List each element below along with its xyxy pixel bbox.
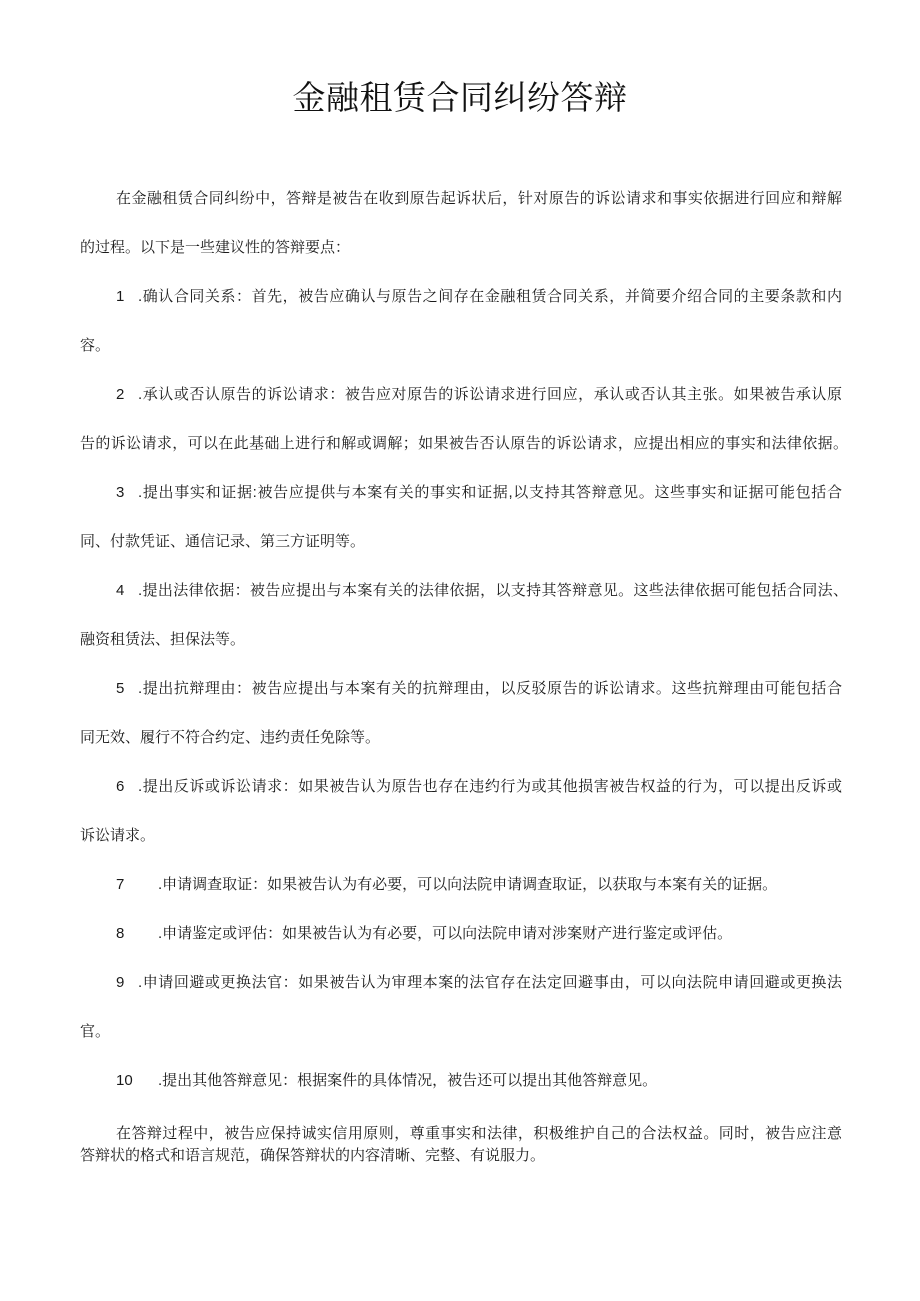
list-item	[80, 664, 842, 762]
list-item	[80, 762, 842, 860]
item-number: 10	[116, 1072, 133, 1089]
item-line: .提出抗辩理由：被告应提出与本案有关的抗辩理由，以反驳原告的诉讼请求。这些抗辩理由可能包括合	[138, 680, 842, 697]
list-item	[80, 1056, 842, 1105]
item-line: 诉讼请求。	[80, 827, 156, 844]
item-line: .申请调查取证：如果被告认为有必要，可以向法院申请调查取证，以获取与本案有关的证据。	[158, 876, 778, 893]
conclusion-line: 在答辩过程中，被告应保持诚实信用原则，尊重事实和法律，积极维护自己的合法权益。同时，被告应注意	[116, 1125, 842, 1142]
item-number: 1	[116, 288, 125, 305]
item-line: .提出其他答辩意见：根据案件的具体情况，被告还可以提出其他答辩意见。	[158, 1072, 658, 1089]
list-item	[80, 272, 842, 370]
conclusion-paragraph	[80, 1123, 842, 1167]
item-first-line	[80, 468, 842, 517]
list-item	[80, 468, 842, 566]
item-line: .申请鉴定或评估：如果被告认为有必要，可以向法院申请对涉案财产进行鉴定或评估。	[158, 925, 733, 942]
item-line: .申请回避或更换法官：如果被告认为审理本案的法官存在法定回避事由，可以向法院申请回避或更换法	[138, 974, 842, 991]
item-line: .确认合同关系：首先，被告应确认与原告之间存在金融租赁合同关系，并简要介绍合同的主要条款和内	[138, 288, 842, 305]
item-number: 3	[116, 484, 125, 501]
list-item	[80, 860, 842, 909]
item-first-line	[80, 272, 842, 321]
item-first-line	[80, 664, 842, 713]
list-item	[80, 909, 842, 958]
item-line: 容。	[80, 337, 111, 354]
conclusion-line: 答辩状的格式和语言规范，确保答辩状的内容清晰、完整、有说服力。	[80, 1147, 546, 1164]
intro-paragraph	[80, 174, 842, 272]
item-line: .提出事实和证据:被告应提供与本案有关的事实和证据,以支持其答辩意见。这些事实和证据可能包括合	[138, 484, 842, 501]
item-line: .提出法律依据：被告应提出与本案有关的法律依据，以支持其答辩意见。这些法律依据可能包括合同法、	[138, 582, 848, 599]
item-first-line	[80, 762, 842, 811]
list-item	[80, 958, 842, 1056]
item-number: 2	[116, 386, 125, 403]
item-line: 融资租赁法、担保法等。	[80, 631, 246, 648]
item-first-line	[80, 566, 848, 615]
item-number: 7	[116, 876, 125, 893]
item-line: .承认或否认原告的诉讼请求：被告应对原告的诉讼请求进行回应，承认或否认其主张。如果被告承认原	[138, 386, 842, 403]
item-number: 5	[116, 680, 125, 697]
item-line: 官。	[80, 1023, 111, 1040]
item-number: 9	[116, 974, 125, 991]
document-body	[80, 174, 848, 1105]
item-number: 6	[116, 778, 125, 795]
item-first-line	[80, 909, 842, 958]
page-title: 金融租赁合同纠纷答辩	[292, 79, 628, 116]
item-number: 8	[116, 925, 125, 942]
item-first-line	[80, 860, 842, 909]
item-first-line	[80, 1056, 842, 1105]
intro-line: 在金融租赁合同纠纷中，答辩是被告在收到原告起诉状后，针对原告的诉讼请求和事实依据进行回应和辩解	[116, 190, 842, 207]
item-first-line	[80, 958, 842, 1007]
item-line: .提出反诉或诉讼请求：如果被告认为原告也存在违约行为或其他损害被告权益的行为，可以提出反诉或	[138, 778, 842, 795]
item-line: 同无效、履行不符合约定、违约责任免除等。	[80, 729, 381, 746]
list-item	[80, 566, 848, 664]
item-first-line	[80, 370, 842, 419]
item-number: 4	[116, 582, 125, 599]
item-line: 同、付款凭证、通信记录、第三方证明等。	[80, 533, 366, 550]
item-line: 告的诉讼请求，可以在此基础上进行和解或调解；如果被告否认原告的诉讼请求，应提出相应的事实和法律依据。	[80, 435, 848, 452]
intro-line: 的过程。以下是一些建议性的答辩要点：	[80, 239, 351, 256]
list-item	[80, 370, 848, 468]
